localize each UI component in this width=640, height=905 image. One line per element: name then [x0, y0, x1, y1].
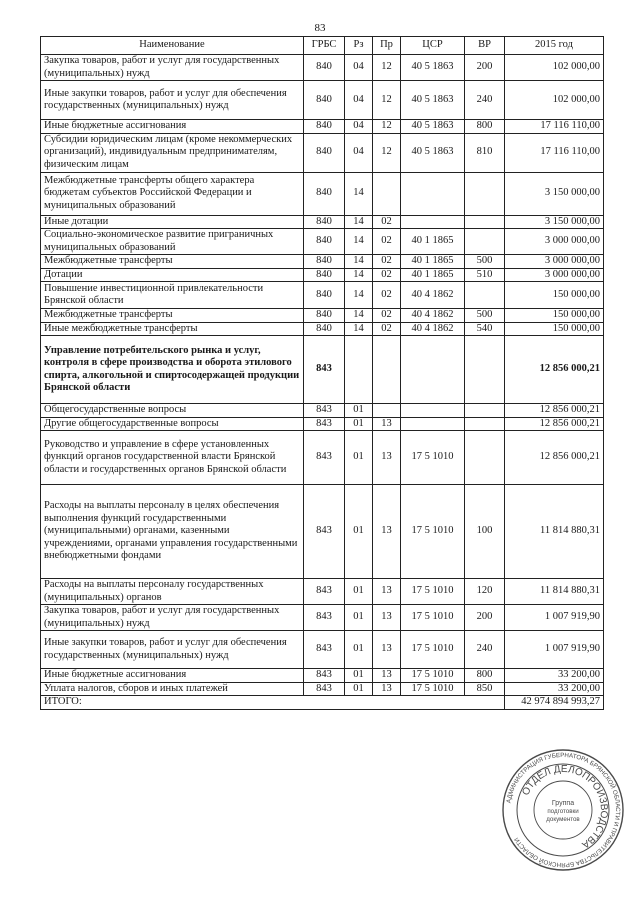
row-amount: 3 000 000,00 — [505, 268, 604, 282]
row-pr: 13 — [373, 669, 401, 683]
row-vr: 120 — [465, 579, 505, 605]
row-amount: 150 000,00 — [505, 309, 604, 323]
row-csr: 40 1 1865 — [401, 255, 465, 269]
row-vr: 800 — [465, 669, 505, 683]
row-amount: 17 116 110,00 — [505, 133, 604, 172]
row-grbs: 843 — [304, 485, 345, 579]
row-vr — [465, 229, 505, 255]
row-grbs: 840 — [304, 322, 345, 336]
table-row — [41, 485, 604, 579]
row-csr: 17 5 1010 — [401, 682, 465, 696]
row-amount: 17 116 110,00 — [505, 120, 604, 134]
row-rz: 01 — [345, 631, 373, 669]
table-row — [41, 81, 604, 120]
row-pr: 02 — [373, 255, 401, 269]
table-row — [41, 669, 604, 683]
row-csr — [401, 172, 465, 215]
row-pr: 02 — [373, 309, 401, 323]
stamp-center-line1: Группа — [551, 800, 575, 807]
row-name: Общегосударственные вопросы — [41, 404, 304, 418]
row-grbs: 843 — [304, 579, 345, 605]
table-row — [41, 309, 604, 323]
table-row — [41, 282, 604, 309]
row-name: Дотации — [41, 268, 304, 282]
row-pr: 12 — [373, 120, 401, 134]
page-number: 83 — [314, 22, 326, 34]
row-rz: 01 — [345, 431, 373, 485]
row-amount: 12 856 000,21 — [505, 404, 604, 418]
table-row — [41, 322, 604, 336]
row-vr — [465, 215, 505, 229]
row-rz: 01 — [345, 485, 373, 579]
table-row — [41, 417, 604, 431]
row-amount: 12 856 000,21 — [505, 431, 604, 485]
row-name: Расходы на выплаты персоналу государственных (муниципальных) органов — [41, 579, 304, 605]
row-amount: 33 200,00 — [505, 682, 604, 696]
table-row — [41, 133, 604, 172]
row-csr: 40 1 1865 — [401, 268, 465, 282]
row-amount: 3 000 000,00 — [505, 229, 604, 255]
row-rz: 04 — [345, 81, 373, 120]
row-vr: 540 — [465, 322, 505, 336]
row-csr: 17 5 1010 — [401, 431, 465, 485]
row-rz: 01 — [345, 404, 373, 418]
row-amount: 150 000,00 — [505, 282, 604, 309]
row-name: Расходы на выплаты персоналу в целях обеспечения выполнения функций государственными (муниципальными) органами, казенными учреждениями, органами управления государственными внебюджетными фондами — [41, 485, 304, 579]
row-pr: 02 — [373, 322, 401, 336]
row-name: Руководство и управление в сфере установленных функций органов государственной власти Брянской области и государственных органов Брянской области — [41, 431, 304, 485]
row-name: Иные бюджетные ассигнования — [41, 669, 304, 683]
row-rz: 01 — [345, 682, 373, 696]
row-vr: 240 — [465, 631, 505, 669]
total-row — [41, 696, 604, 710]
table-row — [41, 268, 604, 282]
table-row — [41, 255, 604, 269]
row-amount: 102 000,00 — [505, 55, 604, 81]
row-name: Управление потребительского рынка и услуг, контроля в сфере производства и оборота этилового спирта, алкогольной и спиртосодержащей продукции Брянской области — [41, 336, 304, 404]
row-vr: 500 — [465, 309, 505, 323]
row-vr — [465, 431, 505, 485]
row-rz: 04 — [345, 55, 373, 81]
row-grbs: 840 — [304, 282, 345, 309]
row-amount: 33 200,00 — [505, 669, 604, 683]
row-rz: 01 — [345, 605, 373, 631]
table-row — [41, 172, 604, 215]
row-vr: 810 — [465, 133, 505, 172]
row-csr — [401, 404, 465, 418]
row-amount: 3 150 000,00 — [505, 172, 604, 215]
row-rz: 01 — [345, 579, 373, 605]
budget-table — [40, 36, 604, 710]
table-row — [41, 215, 604, 229]
table-row — [41, 682, 604, 696]
row-rz: 01 — [345, 669, 373, 683]
row-csr: 17 5 1010 — [401, 605, 465, 631]
row-csr: 17 5 1010 — [401, 669, 465, 683]
row-grbs: 840 — [304, 255, 345, 269]
row-grbs: 840 — [304, 120, 345, 134]
row-vr: 850 — [465, 682, 505, 696]
row-vr: 800 — [465, 120, 505, 134]
row-pr: 13 — [373, 631, 401, 669]
row-pr: 02 — [373, 229, 401, 255]
row-rz: 14 — [345, 255, 373, 269]
row-name: Социально-экономическое развитие приграничных муниципальных образований — [41, 229, 304, 255]
table-row — [41, 579, 604, 605]
row-rz: 14 — [345, 172, 373, 215]
row-name: Иные бюджетные ассигнования — [41, 120, 304, 134]
row-amount: 3 150 000,00 — [505, 215, 604, 229]
table-row — [41, 120, 604, 134]
table-row — [41, 229, 604, 255]
row-vr — [465, 404, 505, 418]
row-pr: 02 — [373, 268, 401, 282]
row-rz: 14 — [345, 309, 373, 323]
table-header-row — [41, 37, 604, 55]
row-vr — [465, 417, 505, 431]
row-vr: 510 — [465, 268, 505, 282]
row-name: Иные закупки товаров, работ и услуг для обеспечения государственных (муниципальных) нужд — [41, 631, 304, 669]
total-amount: 42 974 894 993,27 — [505, 696, 604, 710]
row-amount: 11 814 880,31 — [505, 579, 604, 605]
table-row — [41, 605, 604, 631]
row-csr: 40 5 1863 — [401, 133, 465, 172]
row-amount: 11 814 880,31 — [505, 485, 604, 579]
row-grbs: 840 — [304, 268, 345, 282]
row-pr: 13 — [373, 682, 401, 696]
row-pr: 12 — [373, 133, 401, 172]
table-row — [41, 631, 604, 669]
header-csr: ЦСР — [401, 37, 465, 55]
row-vr: 200 — [465, 605, 505, 631]
row-grbs: 843 — [304, 336, 345, 404]
row-name: Закупка товаров, работ и услуг для государственных (муниципальных) нужд — [41, 605, 304, 631]
row-pr — [373, 172, 401, 215]
row-rz: 01 — [345, 417, 373, 431]
stamp-ring-text: АДМИНИСТРАЦИЯ ГУБЕРНАТОРА БРЯНСКОЙ ОБЛАСТИ И ПРАВИТЕЛЬСТВА БРЯНСКОЙ ОБЛАСТИ — [505, 751, 622, 869]
row-csr: 40 4 1862 — [401, 309, 465, 323]
row-amount: 3 000 000,00 — [505, 255, 604, 269]
row-name: Уплата налогов, сборов и иных платежей — [41, 682, 304, 696]
header-vr: ВР — [465, 37, 505, 55]
row-csr: 40 1 1865 — [401, 229, 465, 255]
row-vr: 500 — [465, 255, 505, 269]
row-name: Иные закупки товаров, работ и услуг для обеспечения государственных (муниципальных) нужд — [41, 81, 304, 120]
row-pr: 13 — [373, 417, 401, 431]
row-name: Другие общегосударственные вопросы — [41, 417, 304, 431]
row-name: Субсидии юридическим лицам (кроме некоммерческих организаций), индивидуальным предпринимателям, физическим лицам — [41, 133, 304, 172]
header-grbs: ГРБС — [304, 37, 345, 55]
row-name: Закупка товаров, работ и услуг для государственных (муниципальных) нужд — [41, 55, 304, 81]
row-name: Межбюджетные трансферты — [41, 255, 304, 269]
row-pr — [373, 404, 401, 418]
row-amount: 1 007 919,90 — [505, 631, 604, 669]
row-amount: 102 000,00 — [505, 81, 604, 120]
row-rz — [345, 336, 373, 404]
department-stamp — [501, 748, 625, 872]
row-name: Межбюджетные трансферты общего характера бюджетам субъектов Российской Федерации и муниципальных образований — [41, 172, 304, 215]
stamp-center-line2: подготовки — [547, 808, 579, 815]
row-name: Межбюджетные трансферты — [41, 309, 304, 323]
row-vr — [465, 172, 505, 215]
row-grbs: 843 — [304, 669, 345, 683]
row-pr: 13 — [373, 605, 401, 631]
row-rz: 04 — [345, 133, 373, 172]
row-csr: 40 5 1863 — [401, 55, 465, 81]
row-csr: 17 5 1010 — [401, 631, 465, 669]
row-name: Иные дотации — [41, 215, 304, 229]
row-vr: 240 — [465, 81, 505, 120]
row-csr — [401, 336, 465, 404]
table-row — [41, 336, 604, 404]
row-amount: 150 000,00 — [505, 322, 604, 336]
row-pr: 13 — [373, 431, 401, 485]
row-vr — [465, 336, 505, 404]
row-csr: 17 5 1010 — [401, 579, 465, 605]
row-vr — [465, 282, 505, 309]
row-grbs: 840 — [304, 229, 345, 255]
row-csr: 40 5 1863 — [401, 81, 465, 120]
row-rz: 14 — [345, 215, 373, 229]
row-grbs: 840 — [304, 309, 345, 323]
row-grbs: 843 — [304, 605, 345, 631]
row-pr: 13 — [373, 579, 401, 605]
row-amount: 12 856 000,21 — [505, 417, 604, 431]
row-name: Иные межбюджетные трансферты — [41, 322, 304, 336]
row-vr: 100 — [465, 485, 505, 579]
row-csr — [401, 417, 465, 431]
row-pr — [373, 336, 401, 404]
row-rz: 14 — [345, 282, 373, 309]
header-pr: Пр — [373, 37, 401, 55]
row-grbs: 840 — [304, 172, 345, 215]
row-amount: 1 007 919,90 — [505, 605, 604, 631]
header-name: Наименование — [41, 37, 304, 55]
row-csr: 17 5 1010 — [401, 485, 465, 579]
row-grbs: 840 — [304, 81, 345, 120]
table-row — [41, 404, 604, 418]
row-rz: 14 — [345, 229, 373, 255]
row-grbs: 843 — [304, 404, 345, 418]
row-grbs: 843 — [304, 417, 345, 431]
row-amount: 12 856 000,21 — [505, 336, 604, 404]
row-pr: 13 — [373, 485, 401, 579]
table-row — [41, 431, 604, 485]
row-name: Повышение инвестиционной привлекательности Брянской области — [41, 282, 304, 309]
table-row — [41, 55, 604, 81]
row-rz: 14 — [345, 322, 373, 336]
row-grbs: 840 — [304, 215, 345, 229]
row-grbs: 843 — [304, 682, 345, 696]
row-vr: 200 — [465, 55, 505, 81]
row-csr: 40 5 1863 — [401, 120, 465, 134]
row-csr: 40 4 1862 — [401, 322, 465, 336]
row-pr: 02 — [373, 215, 401, 229]
stamp-department: ОТДЕЛ ДЕЛОПРОИЗВОДСТВА — [520, 763, 610, 851]
row-csr: 40 4 1862 — [401, 282, 465, 309]
row-pr: 02 — [373, 282, 401, 309]
row-grbs: 840 — [304, 55, 345, 81]
row-grbs: 840 — [304, 133, 345, 172]
row-grbs: 843 — [304, 431, 345, 485]
header-rz: Рз — [345, 37, 373, 55]
total-label: ИТОГО: — [41, 696, 505, 710]
row-rz: 04 — [345, 120, 373, 134]
header-year: 2015 год — [505, 37, 604, 55]
stamp-center-line3: документов — [546, 816, 580, 823]
row-grbs: 843 — [304, 631, 345, 669]
row-pr: 12 — [373, 55, 401, 81]
row-rz: 14 — [345, 268, 373, 282]
row-pr: 12 — [373, 81, 401, 120]
row-csr — [401, 215, 465, 229]
